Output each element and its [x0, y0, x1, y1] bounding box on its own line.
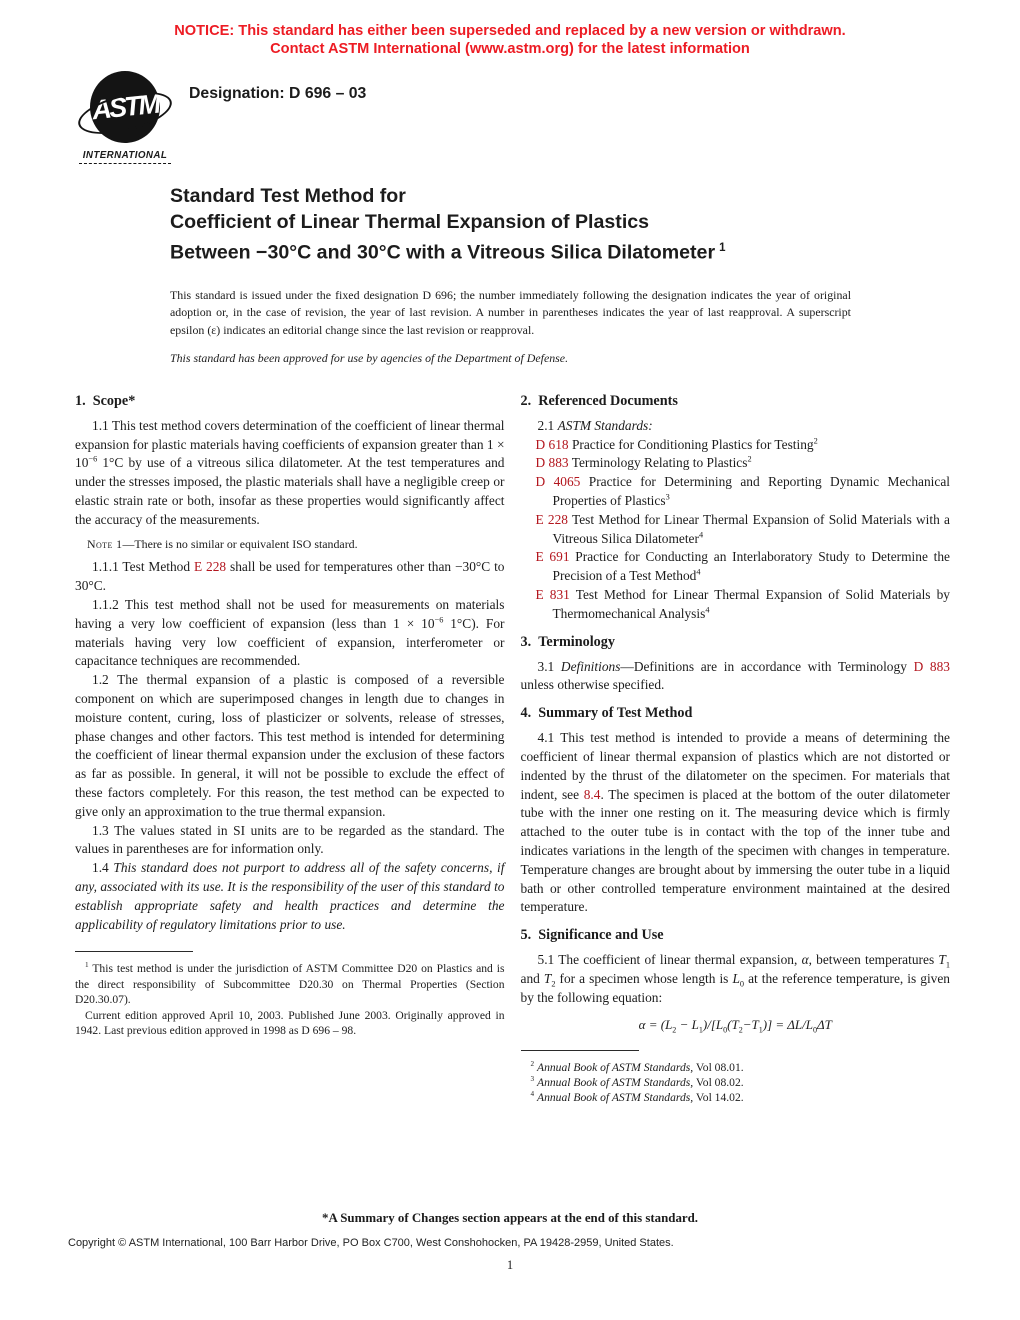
ref-link[interactable]: E 228 [193, 559, 227, 575]
text-segment: )/[ [702, 1016, 716, 1032]
right-column [521, 393, 951, 1106]
astm-logo [73, 71, 177, 164]
text-segment: Δ [816, 1016, 825, 1032]
text-segment: 5.1 The coefficient of linear thermal expansion, [537, 952, 802, 968]
text-segment: α = ( [638, 1016, 666, 1032]
designation: Designation: D 696 – 03 [189, 85, 367, 102]
paragraph [521, 417, 951, 436]
text-segment: 0 [723, 1025, 728, 1035]
footnote-rule [521, 1050, 639, 1051]
text-segment: at the reference temperature, is given by the following equation: [520, 970, 950, 1005]
text-segment: 3 [530, 1075, 535, 1084]
text-segment: T [543, 970, 552, 986]
text-segment: 2 [551, 979, 556, 989]
astm-logo-international-label: INTERNATIONAL [79, 150, 171, 164]
text-segment: 2 [747, 454, 752, 464]
ref-link[interactable]: E 691 [535, 549, 570, 565]
paragraph [75, 822, 505, 860]
text-segment: 1 [758, 1025, 763, 1035]
paragraph [75, 417, 505, 530]
text-segment: , between temperatures [808, 952, 939, 968]
section-heading [521, 393, 951, 410]
paragraph [75, 859, 505, 934]
text-segment: This test method is under the jurisdiction of ASTM Committee D20 on Plastics and is the direct responsibility of Subcommittee D20.30 on Thermal Properties (Section D20.30.07). [75, 962, 505, 1007]
text-segment: 4 [705, 605, 710, 615]
issue-statement: This standard is issued under the fixed designation D 696; the number immediately following the designation indicates the year of original adoption or, in the case of revision, the year of last revision. A number in parentheses indicates the year of last reapproval. A superscript epsilon (ε) indicates an editorial change since the last revision or reapproval. [170, 287, 851, 337]
text-segment: − [676, 1016, 692, 1032]
text-segment: 1. Scope* [75, 392, 136, 409]
text-segment: ASTM Standards: [557, 417, 653, 433]
title-line-2: Coefficient of Linear Thermal Expansion of Plastics [170, 210, 650, 233]
text-segment: 1.1.2 This test method shall not be used for measurements on materials having a very low coefficient of expansion (less than 1 × 10 [75, 596, 505, 631]
text-segment: 5. Significance and Use [520, 927, 664, 944]
text-segment: −6 [88, 454, 98, 464]
text-segment: for a specimen whose length is [555, 970, 733, 986]
text-segment: shall be used for temperatures other than −30°C to 30°C. [75, 559, 505, 594]
section-heading [75, 393, 505, 410]
reference-item [521, 548, 951, 586]
text-segment: Test Method for Linear Thermal Expansion of Solid Materials with a Vitreous Silica Dilatometer [552, 511, 950, 546]
text-segment: 4 [530, 1090, 535, 1099]
summary-of-changes-note: *A Summary of Changes section appears at the end of this standard. [322, 1211, 698, 1225]
text-segment: Practice for Conducting an Interlaboratory Study to Determine the Precision of a Test Method [552, 549, 950, 584]
paragraph [521, 658, 951, 696]
text-segment: 3.1 [537, 658, 561, 674]
text-segment: 4 [696, 567, 701, 577]
text-segment: −6 [434, 615, 444, 625]
text-segment: 1.1 This test method covers determination of the coefficient of linear thermal expansion for plastic materials having coefficients of expansion greater than 1 × 10 [75, 417, 505, 471]
paragraph [75, 596, 505, 671]
footnote-rule [75, 951, 193, 952]
text-segment: 2 [813, 436, 818, 446]
ref-link[interactable]: D 618 [535, 436, 569, 452]
text-segment: L [732, 970, 740, 986]
text-segment: 1 [945, 960, 950, 970]
text-segment: 2 [738, 1025, 743, 1035]
text-segment: and [520, 970, 544, 986]
title-line-3: Between −30°C and 30°C with a Vitreous Silica Dilatometer $^1$ [170, 241, 726, 264]
dod-approval-statement: This standard has been approved for use by agencies of the Department of Defense. [170, 350, 569, 365]
text-segment: 0 [812, 1025, 817, 1035]
section-heading [521, 634, 951, 651]
ref-link[interactable]: D 883 [913, 658, 950, 674]
text-segment: Terminology Relating to Plastics [568, 455, 748, 471]
reference-item [521, 454, 951, 473]
text-segment: α [801, 952, 809, 968]
text-segment: Annual Book of ASTM Standards, [537, 1091, 694, 1105]
text-segment: Practice for Determining and Reporting Dynamic Mechanical Properties of Plastics [552, 474, 950, 508]
paragraph [75, 671, 505, 821]
copyright-line: Copyright © ASTM International, 100 Barr Harbor Drive, PO Box C700, West Conshohocken, PA 19428-2959, United States. [68, 1237, 674, 1249]
text-segment: This standard does not purport to address all of the safety concerns, if any, associated with its use. It is the responsibility of the user of this standard to establish appropriate safety and health practices and determine the applicability of regulatory limitations prior to use. [75, 860, 505, 932]
text-segment: L [665, 1016, 673, 1032]
text-segment: L [794, 1016, 803, 1032]
footnote [75, 1008, 505, 1039]
text-segment: —Definitions are in accordance with Terminology [620, 658, 914, 674]
text-segment: Definitions [560, 658, 621, 674]
text-segment: 1 [698, 1025, 703, 1035]
astm-logo-mark [79, 71, 171, 147]
text-segment: 4. Summary of Test Method [520, 705, 693, 722]
text-segment: Vol 08.01. [693, 1060, 744, 1074]
text-segment: 2.1 [537, 417, 558, 433]
text-segment: L [691, 1016, 699, 1032]
section-heading [521, 927, 951, 944]
ref-link[interactable]: D 883 [535, 455, 569, 471]
notice-line-1: NOTICE: This standard has either been superseded and replaced by a new version or withdrawn. [174, 23, 846, 39]
text-segment: 2 [672, 1025, 677, 1035]
text-segment: Test Method for Linear Thermal Expansion of Solid Materials by Thermomechanical Analysis [552, 586, 950, 621]
text-segment: 4.1 This test method is intended to provide a means of determining the coefficient of linear thermal expansion of plastics which are not distorted or indented by the thrust of the dilatometer on the specimen. For materials that indent, see [520, 730, 950, 802]
equation [521, 1017, 951, 1033]
footnote [521, 1090, 951, 1105]
reference-item [521, 473, 951, 511]
supersession-notice [0, 0, 1020, 58]
astm-logo-text: ASTM [90, 88, 160, 125]
text-segment: Practice for Conditioning Plastics for Testing [568, 436, 814, 452]
ref-link[interactable]: 8.4 [583, 786, 601, 802]
ref-link[interactable]: D 4065 [535, 474, 581, 490]
body-columns [75, 393, 950, 1106]
text-segment: —There is no similar or equivalent ISO standard. [122, 536, 358, 551]
text-segment: 1.1.1 Test Method [92, 559, 194, 575]
paragraph [521, 951, 951, 1007]
ref-link[interactable]: E 228 [535, 511, 568, 527]
document-header [73, 71, 1020, 164]
text-segment: L [715, 1016, 724, 1032]
text-segment: Vol 14.02. [693, 1091, 744, 1105]
text-segment: T [731, 1016, 739, 1032]
text-segment: 3 [665, 492, 670, 502]
text-segment: 1.4 [92, 860, 114, 876]
text-segment: 1°C by use of a vitreous silica dilatometer. At the test temperatures and under the stresses imposed, the plastic materials shall have a negligible creep or elastic strain rate or both, insofar as these properties would significantly affect the accuracy of the measurements. [75, 455, 505, 527]
text-segment: 2. Referenced Documents [520, 392, 678, 409]
title-line-1: Standard Test Method for [170, 185, 406, 207]
text-segment: 0 [739, 979, 745, 989]
text-segment: 3. Terminology [520, 633, 615, 650]
footnote [521, 1075, 951, 1090]
ref-link[interactable]: E 831 [535, 586, 570, 602]
reference-item [521, 511, 951, 549]
page-number: 1 [506, 1258, 514, 1272]
text-segment: Note 1 [87, 536, 123, 551]
text-segment: L [805, 1016, 813, 1032]
text-segment: Current edition approved April 10, 2003. Published June 2003. Originally approved in 1942. Last previous edition approved in 1998 as D 696 – 98. [75, 1008, 505, 1037]
text-segment: T [938, 952, 946, 968]
text-segment: 4 [698, 530, 704, 540]
section-heading [521, 705, 951, 722]
document-title [170, 184, 910, 266]
text-segment: unless otherwise specified. [520, 677, 665, 693]
paragraph [75, 558, 505, 596]
notice-line-2: Contact ASTM International (www.astm.org) for the latest information [270, 40, 750, 57]
text-segment: Vol 08.02. [693, 1075, 744, 1089]
text-segment: 1°C). For materials having very low coefficient of expansion, interferometer or capacitance techniques are recommended. [75, 615, 505, 669]
footnote [521, 1060, 951, 1075]
text-segment: T [824, 1016, 832, 1032]
text-segment: Annual Book of ASTM Standards, [537, 1075, 694, 1089]
text-segment: 2 [530, 1059, 535, 1068]
text-segment: Annual Book of ASTM Standards, [537, 1060, 694, 1074]
reference-item [521, 436, 951, 455]
text-segment: T [751, 1016, 759, 1032]
text-segment: ( [727, 1016, 732, 1032]
text-segment: 1 [85, 961, 89, 970]
text-segment: / [802, 1016, 806, 1032]
text-segment: 1.3 The values stated in SI units are to be regarded as the standard. The values in parentheses are for information only. [75, 822, 505, 857]
text-segment: . The specimen is placed at the bottom of the outer dilatometer tube with the inner one resting on it. The measuring device which is firmly attached to the outer tube is in contact with the top of the inner tube and indicates variations in the length of the specimen with changes in temperature. Temperature changes are brought about by immersing the outer tube in a liquid bath or other controlled temperature environment maintained at the desired temperature. [520, 786, 950, 915]
title-footnote-marker: 1 [719, 241, 726, 254]
footnote [75, 961, 505, 1007]
text-segment: − [742, 1016, 752, 1032]
reference-item [521, 586, 951, 624]
text-segment: 1.2 The thermal expansion of a plastic is composed of a reversible component on which are superimposed changes in length due to changes in moisture content, curing, loss of plasticizer or solvents, release of stresses, phase changes and other factors. This test method is intended for determining the coefficient of linear thermal expansion under the exclusion of these factors as far as possible. In general, it will not be possible to exclude the effect of these factors completely. For this reason, the test method can be expected to give only an approximation to the true thermal expansion. [75, 672, 505, 819]
paragraph [521, 729, 951, 917]
note [75, 537, 505, 553]
left-column [75, 393, 505, 1106]
text-segment: )] = Δ [762, 1016, 795, 1032]
